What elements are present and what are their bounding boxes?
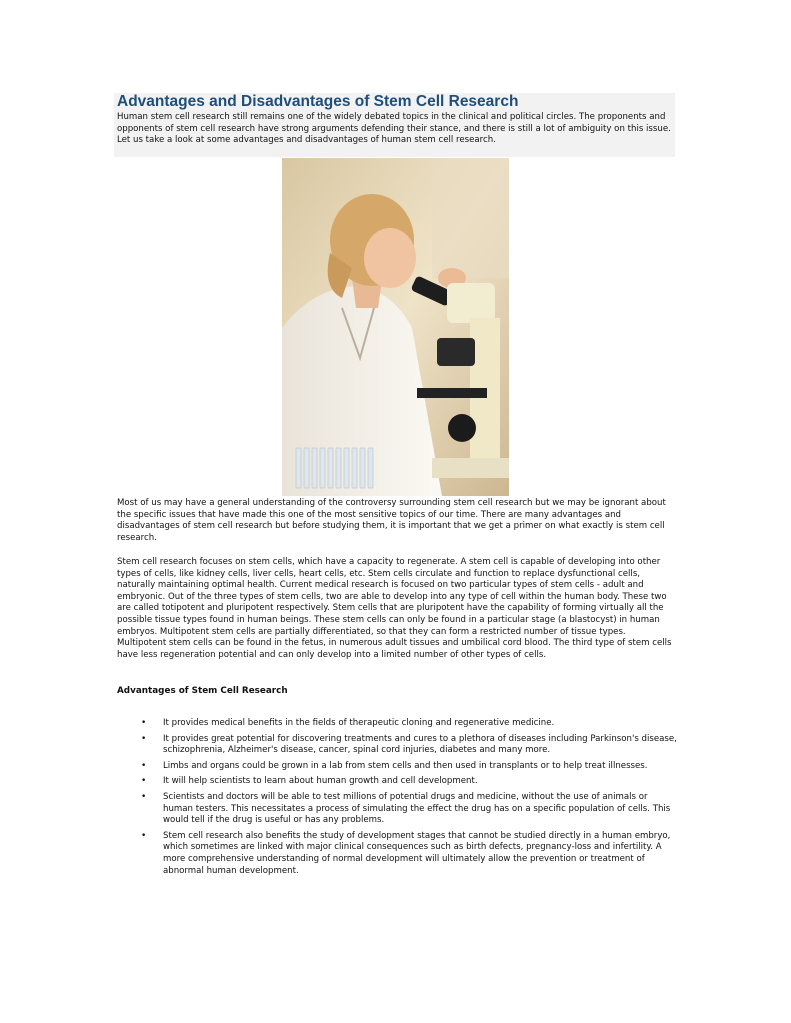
list-item (117, 792, 677, 827)
list-item-text: Limbs and organs could be grown in a lab from stem cells and then used in transplants or to help treat illnesses. (163, 760, 648, 771)
list-item (117, 761, 677, 773)
advantages-list (117, 718, 677, 881)
scientist-microscope-photo (282, 158, 509, 496)
advantages-heading: Advantages of Stem Cell Research (117, 686, 288, 696)
list-item (117, 776, 677, 788)
list-item-text: It will help scientists to learn about human growth and cell development. (163, 776, 478, 787)
bullet-icon: • (141, 718, 147, 728)
body-paragraph-2: Stem cell research focuses on stem cells, which have a capacity to regenerate. A stem cell is capable of developing into other types of cells, like kidney cells, liver cells, heart cells, etc. Stem cells circulate and function to replace dysfunctional cells, naturally maintaining optimal health. Current medical research is focused on two particular types of stem cells - adult and embryonic. Out of the three types of stem cells, two are able to develop into any type of cell within the human body. These two are called totipotent and pluripotent respectively. Stem cells that are pluripotent have the capability of forming virtually all the possible tissue types found in human beings. These stem cells can only be found in a particular stage (a blastocyst) in human embryos. Multipotent stem cells are partially differentiated, so that they can form a restricted number of tissue types. Multipotent stem cells can be found in the fetus, in numerous adult tissues and umbilical cord blood. The third type of stem cells have less regeneration potential and can only develop into a limited number of other types of cells. (117, 557, 672, 660)
article-title: Advantages and Disadvantages of Stem Cell Research (117, 93, 519, 110)
bullet-icon: • (141, 760, 147, 771)
body-paragraph-1: Most of us may have a general understanding of the controversy surrounding stem cell research but we may be ignorant about the specific issues that have made this one of the most sensitive topics of our time. There are many advantages and disadvantages of stem cell research but before studying them, it is important that we get a primer on what exactly is stem cell research. (117, 498, 666, 543)
list-item-text: It provides great potential for discovering treatments and cures to a plethora of diseases including Parkinson's disease, schizophrenia, Alzheimer's disease, cancer, spinal cord injuries, diabetes and many more. (163, 733, 677, 756)
list-item-text: Stem cell research also benefits the study of development stages that cannot be studied directly in a human embryo, which sometimes are linked with major clinical consequences such as birth defects, pregnancy-loss and infertility. A more comprehensive understanding of normal development will ultimately allow the prevention or treatment of abnormal human development. (163, 830, 671, 876)
intro-paragraph: Human stem cell research still remains one of the widely debated topics in the clinical and political circles. The proponents and opponents of stem cell research have strong arguments defending their stance, and there is still a lot of ambiguity on this issue. Let us take a look at some advantages and disadvantages of human stem cell research. (117, 112, 671, 146)
bullet-icon: • (141, 791, 147, 802)
bullet-icon: • (141, 733, 147, 744)
list-item-text: It provides medical benefits in the fields of therapeutic cloning and regenerative medicine. (163, 718, 555, 728)
list-item-text: Scientists and doctors will be able to test millions of potential drugs and medicine, without the use of animals or human testers. This necessitates a process of simulating the effect the drug has on a specific population of cells. This would tell if the drug is useful or has any problems. (163, 791, 671, 826)
list-item (117, 831, 677, 877)
bullet-icon: • (141, 830, 147, 841)
bullet-icon: • (141, 776, 147, 787)
list-item (117, 734, 677, 757)
list-item (117, 718, 677, 730)
